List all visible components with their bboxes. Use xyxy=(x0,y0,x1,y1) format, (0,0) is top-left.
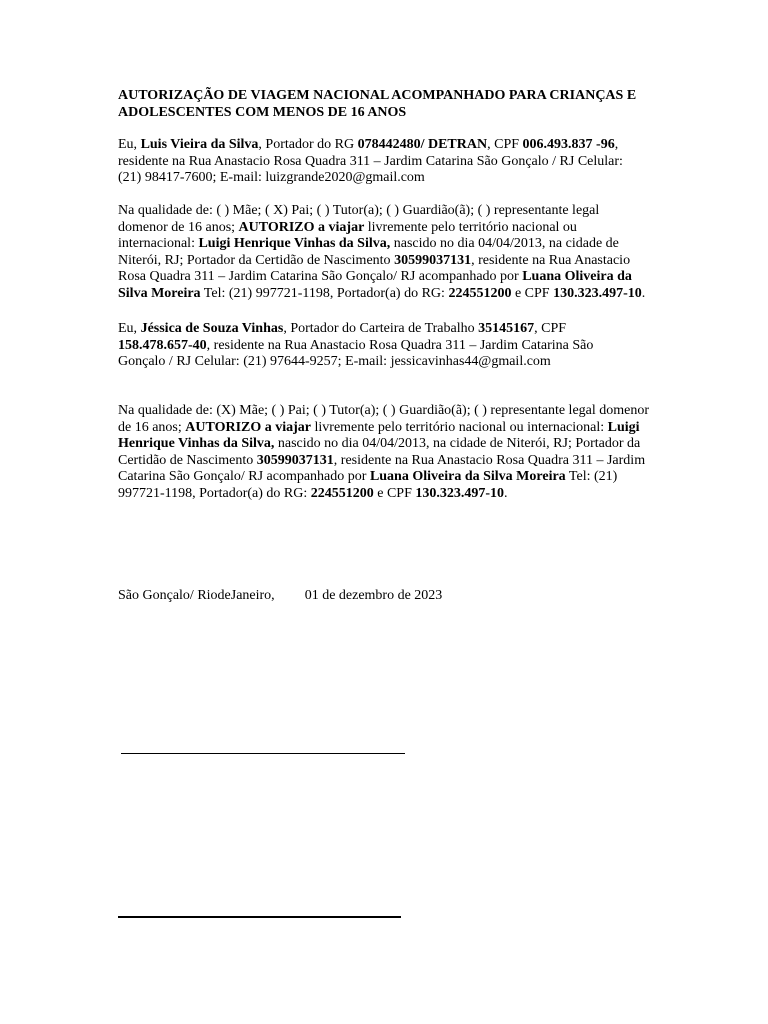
declarant-contact: Gonçalo / RJ Celular: (21) 97644-9257; E-mail: jessicavinhas44@gmail.com xyxy=(118,354,551,370)
title-line-2: ADOLESCENTES COM MENOS DE 16 ANOS xyxy=(118,104,407,120)
declarant-rg: 078442480/ DETRAN xyxy=(357,137,488,152)
text-fragment: , residente na Rua Anastacio Rosa Quadra 311 – Jardim Catarina São xyxy=(206,337,594,353)
text-fragment: Catarina São Gonçalo/ RJ acompanhado por xyxy=(118,469,370,485)
guardian-type-line: Na qualidade de: ( ) Mãe; ( X) Pai; ( ) Tutor(a); ( ) Guardião(ã); ( ) representante legal xyxy=(118,203,600,218)
title-line-1: AUTORIZAÇÃO DE VIAGEM NACIONAL ACOMPANHADO PARA CRIANÇAS E xyxy=(118,88,637,103)
paragraph-line xyxy=(118,469,649,486)
text-fragment: , CPF xyxy=(534,321,567,336)
declarant-contact: (21) 98417-7600; E-mail: luizgrande2020@gmail.com xyxy=(118,170,425,186)
companion-name: Luana Oliveira da Silva Moreira xyxy=(369,469,566,485)
declarant-name: Luis Vieira da Silva xyxy=(140,137,259,152)
document-title xyxy=(118,88,636,121)
text-fragment: Tel: (21) 997721-1198, Portador(a) do RG: xyxy=(200,285,449,301)
authorize-phrase: AUTORIZO a viajar xyxy=(238,219,365,235)
paragraph-line xyxy=(118,420,649,437)
declarant-name: Jéssica de Souza Vinhas xyxy=(140,321,284,336)
paragraph-line xyxy=(118,286,645,303)
text-fragment: Rosa Quadra 311 – Jardim Catarina São Gonçalo/ RJ acompanhado por xyxy=(118,269,523,285)
declarant-cpf: 158.478.657-40 xyxy=(118,337,207,353)
declarant-cpf: 006.493.837 -96 xyxy=(522,137,615,152)
text-fragment: . xyxy=(504,485,508,501)
paragraph-line xyxy=(118,486,649,503)
text-fragment: Eu, xyxy=(118,321,141,336)
birth-certificate-number: 30599037131 xyxy=(256,452,334,468)
birth-certificate-number: 30599037131 xyxy=(394,252,472,268)
declarant-address: residente na Rua Anastacio Rosa Quadra 311 – Jardim Catarina São Gonçalo / RJ Celular: xyxy=(118,153,623,169)
companion-name: Silva Moreira xyxy=(118,285,201,301)
text-fragment: nascido no dia 04/04/2013, na cidade de Niterói, RJ; Portador da xyxy=(274,436,641,452)
paragraph-line xyxy=(118,269,645,286)
text-fragment: . xyxy=(641,285,646,301)
authorization-mother-paragraph xyxy=(118,403,649,503)
text-fragment: livremente pelo território nacional ou xyxy=(364,219,577,235)
place-and-date xyxy=(118,588,442,605)
text-fragment: Tel: (21) xyxy=(565,469,618,485)
paragraph-line xyxy=(118,137,623,154)
text-fragment: , xyxy=(614,137,619,152)
text-fragment: e CPF xyxy=(511,285,554,301)
paragraph-line xyxy=(118,453,649,470)
paragraph-line xyxy=(118,338,593,355)
date: 01 de dezembro de 2023 xyxy=(304,588,443,603)
text-fragment: livremente pelo território nacional ou internacional: xyxy=(311,419,608,435)
companion-rg: 224551200 xyxy=(448,285,512,301)
declarant-mother-paragraph xyxy=(118,321,593,371)
companion-cpf: 130.323.497-10 xyxy=(415,485,505,501)
declarant-work-card: 35145167 xyxy=(478,321,535,336)
text-fragment: internacional: xyxy=(118,236,199,252)
child-name: Henrique Vinhas da Silva, xyxy=(118,436,275,452)
text-fragment: , Portador do RG xyxy=(258,137,358,152)
companion-cpf: 130.323.497-10 xyxy=(553,285,642,301)
text-fragment: , residente na Rua Anastacio Rosa Quadra 311 – Jardim xyxy=(333,452,646,468)
paragraph-line xyxy=(118,220,645,237)
text-fragment: e CPF xyxy=(373,485,416,501)
guardian-type-line: Na qualidade de: (X) Mãe; ( ) Pai; ( ) Tutor(a); ( ) Guardião(ã); ( ) representante legal domenor xyxy=(118,403,650,418)
paragraph-line xyxy=(118,236,645,253)
companion-rg: 224551200 xyxy=(310,485,374,501)
text-fragment: nascido no dia 04/04/2013, na cidade de xyxy=(390,236,619,252)
text-fragment: Eu, xyxy=(118,137,141,152)
child-name: Luigi Henrique Vinhas da Silva, xyxy=(198,236,391,252)
text-fragment: , residente na Rua Anastacio xyxy=(471,252,631,268)
text-fragment: , Portador do Carteira de Trabalho xyxy=(283,321,479,336)
authorization-father-paragraph xyxy=(118,203,645,303)
declarant-father-paragraph xyxy=(118,137,623,187)
place: São Gonçalo/ RiodeJaneiro, xyxy=(118,588,275,603)
authorize-phrase: AUTORIZO a viajar xyxy=(185,419,312,435)
text-fragment: 997721-1198, Portador(a) do RG: xyxy=(118,485,311,501)
child-name: Luigi xyxy=(607,419,640,435)
text-fragment: domenor de 16 anos; xyxy=(118,219,239,235)
signature-line-father xyxy=(121,753,405,754)
text-fragment: Niterói, RJ; Portador da Certidão de Nascimento xyxy=(118,252,395,268)
paragraph-line xyxy=(118,436,649,453)
signature-line-mother xyxy=(118,916,401,918)
text-fragment: de 16 anos; xyxy=(118,419,186,435)
companion-name: Luana Oliveira da xyxy=(522,269,632,285)
paragraph-line xyxy=(118,321,593,338)
paragraph-line xyxy=(118,253,645,270)
text-fragment: , CPF xyxy=(487,137,523,152)
text-fragment: Certidão de Nascimento xyxy=(118,452,257,468)
